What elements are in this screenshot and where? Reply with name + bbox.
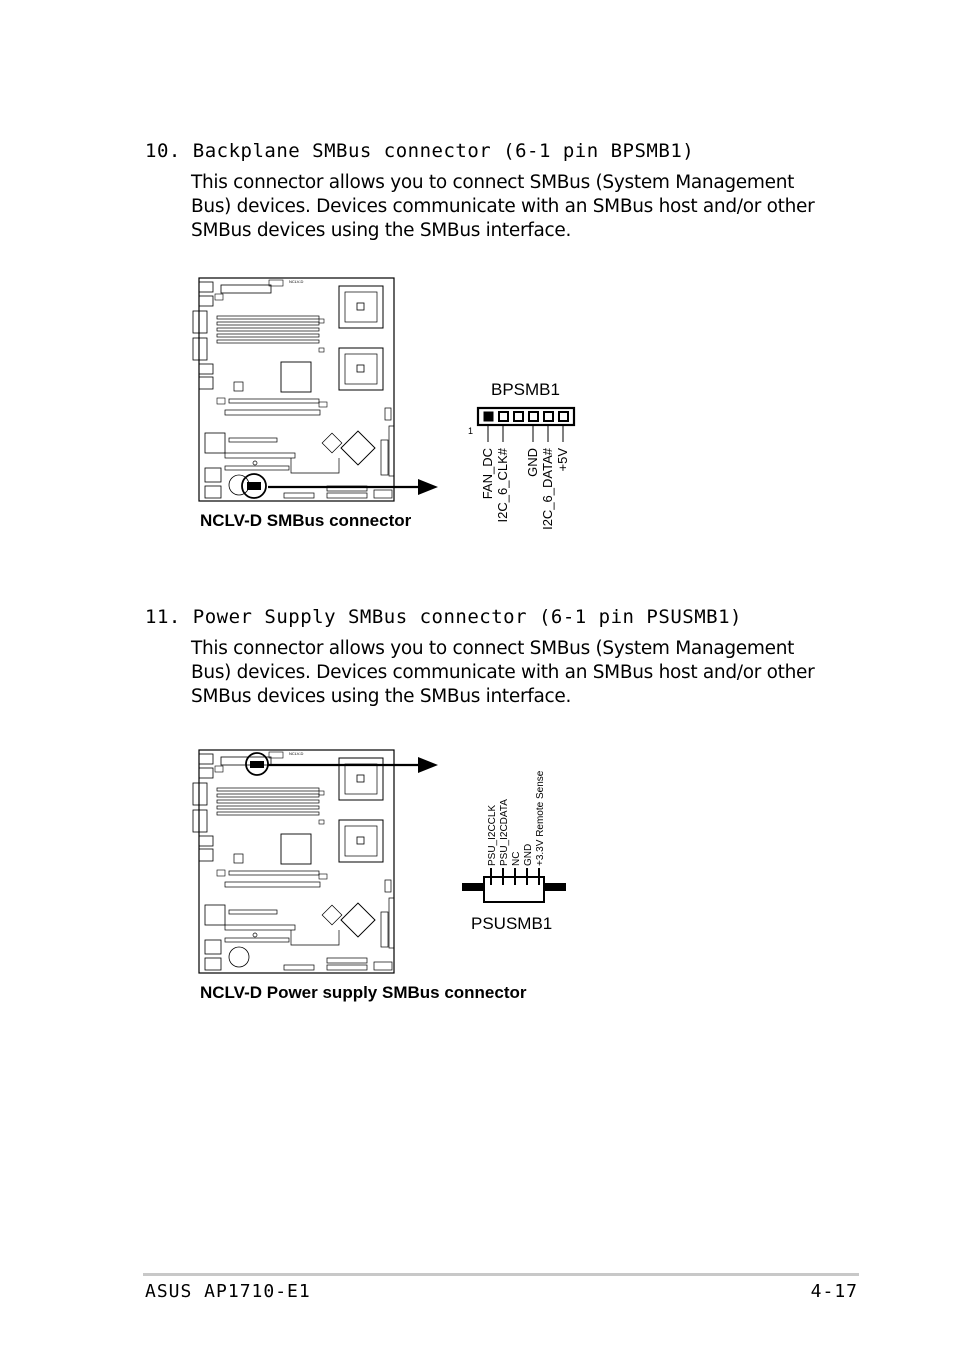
paragraph-line: SMBus devices using the SMBus interface. [191,220,572,241]
pin-label: GND [525,448,540,477]
paragraph-line: Bus) devices. Devices communicate with an SMBus host and/or other [191,662,815,683]
section-10-heading: 10. Backplane SMBus connector (6-1 pin BPSMB1) [145,140,695,162]
diagram-2-caption: NCLV-D Power supply SMBus connector [200,983,527,1002]
footer-page-number: 4-17 [810,1281,858,1302]
pin-one-marker: 1 [468,426,474,436]
psusmb1-label: PSUSMB1 [471,914,553,933]
pin-label: +5V [555,448,570,472]
motherboard-diagram-2 [193,750,394,973]
pin-label: PSU_I2CDATA [499,799,510,866]
motherboard-diagram-1 [193,278,394,501]
bpsmb1-label: BPSMB1 [491,380,560,399]
paragraph-line: This connector allows you to connect SMBus (System Management [191,638,795,659]
pin-label: I2C_6_DATA# [540,448,555,530]
paragraph-line: Bus) devices. Devices communicate with an SMBus host and/or other [191,196,815,217]
pin-label: PSU_I2CCLK [487,804,498,866]
diagram-1-caption: NCLV-D SMBus connector [200,511,412,530]
bpsmb1-location-marker [247,482,261,490]
board-label: NCLV-D [289,751,304,756]
pointer-arrow-head [418,757,438,773]
psusmb1-header [462,868,566,902]
bpsmb1-header [478,408,574,442]
pin-label: GND [523,843,534,866]
paragraph-line: SMBus devices using the SMBus interface. [191,686,572,707]
footer-product: ASUS AP1710-E1 [145,1281,311,1302]
pin-label: I2C_6_CLK# [495,448,510,523]
pin-label: +3.3V Remote Sense [535,770,546,866]
section-11-heading: 11. Power Supply SMBus connector (6-1 pin PSUSMB1) [145,606,742,628]
pointer-arrow-head [418,479,438,495]
paragraph-line: This connector allows you to connect SMBus (System Management [191,172,795,193]
pin-label: FAN_DC [480,448,495,500]
pin-label: NC [511,851,522,866]
footer-divider [143,1273,859,1276]
board-label: NCLV-D [289,279,304,284]
psusmb1-location-marker [250,761,264,768]
